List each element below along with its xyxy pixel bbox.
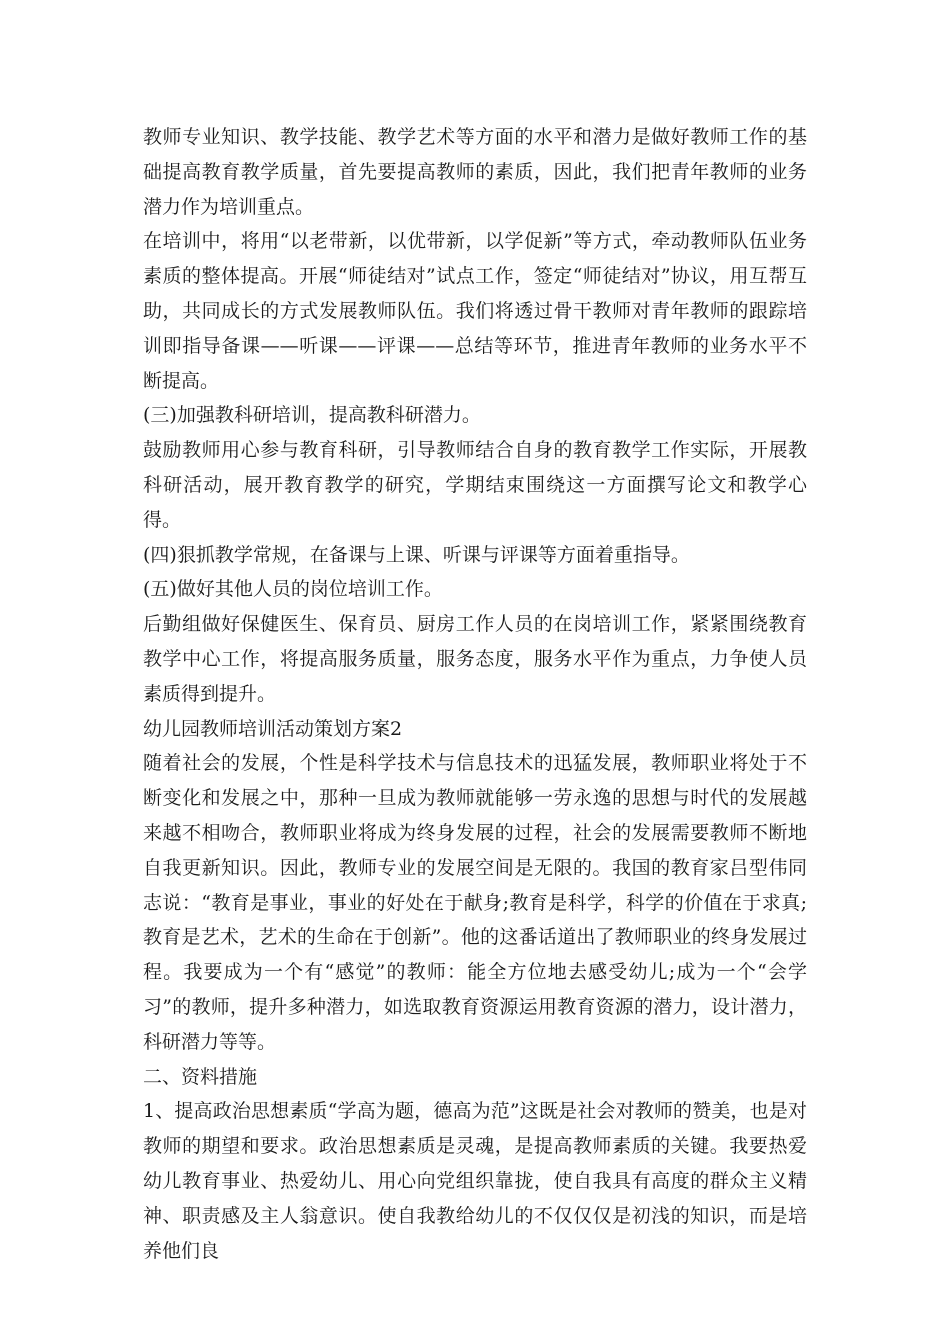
paragraph-teacher-quality: 教师专业知识、教学技能、教学艺术等方面的水平和潜力是做好教师工作的基础提高教育教学质量，首先要提高教师的素质，因此，我们把青年教师的业务潜力作为培训重点。 [143,126,807,218]
paragraph-development: 随着社会的发展，个性是科学技术与信息技术的迅猛发展，教师职业将处于不断变化和发展之中，那种一旦成为教师就能够一劳永逸的思想与时代的发展越来越不相吻合，教师职业将成为终身发展的过程，社会的发展需要教师不断地自我更新知识。因此，教师专业的发展空间是无限的。我国的教育家吕型伟同志说：“教育是事业，事业的好处在于献身;教育是科学，科学的价值在于求真;教育是艺术，艺术的生命在于创新”。他的这番话道出了教师职业的终身发展过程。我要成为一个有“感觉”的教师：能全方位地去感受幼儿;成为一个“会学习”的教师，提升多种潜力，如选取教育资源运用教育资源的潜力，设计潜力，科研潜力等等。 [143,752,807,1053]
paragraph-research: 鼓励教师用心参与教育科研，引导教师结合自身的教育教学工作实际，开展教科研活动，展开教育教学的研究，学期结束围绕这一方面撰写论文和教学心得。 [143,439,807,531]
section-heading-3: (三)加强教科研培训，提高教科研潜力。 [143,404,481,427]
section-heading-4: (四)狠抓教学常规，在备课与上课、听课与评课等方面着重指导。 [143,543,690,566]
section-heading-5: (五)做好其他人员的岗位培训工作。 [143,578,443,601]
paragraph-mentoring: 在培训中，将用“以老带新，以优带新，以学促新”等方式，牵动教师队伍业务素质的整体提高。开展“师徒结对”试点工作，签定“师徒结对”协议，用互帮互助，共同成长的方式发展教师队伍。我们将透过骨干教师对青年教师的跟踪培训即指导备课——听课——评课——总结等环节，推进青年教师的业务水平不断提高。 [143,230,807,392]
paragraph-political-quality: 1、提高政治思想素质“学高为题，德高为范”这既是社会对教师的赞美，也是对教师的期望和要求。政治思想素质是灵魂，是提高教师素质的关键。我要热爱幼儿教育事业、热爱幼儿、用心向党组织靠拢，使自我具有高度的群众主义精神、职责感及主人翁意识。使自我教给幼儿的不仅仅仅是初浅的知识，而是培养他们良 [143,1100,807,1262]
paragraph-logistics: 后勤组做好保健医生、保育员、厨房工作人员的在岗培训工作，紧紧围绕教育教学中心工作，将提高服务质量，服务态度，服务水平作为重点，力争使人员素质得到提升。 [143,613,807,705]
document-title-2: 幼儿园教师培训活动策划方案2 [143,717,403,740]
section-heading-measures: 二、资料措施 [143,1065,258,1088]
document-body [143,120,807,1268]
